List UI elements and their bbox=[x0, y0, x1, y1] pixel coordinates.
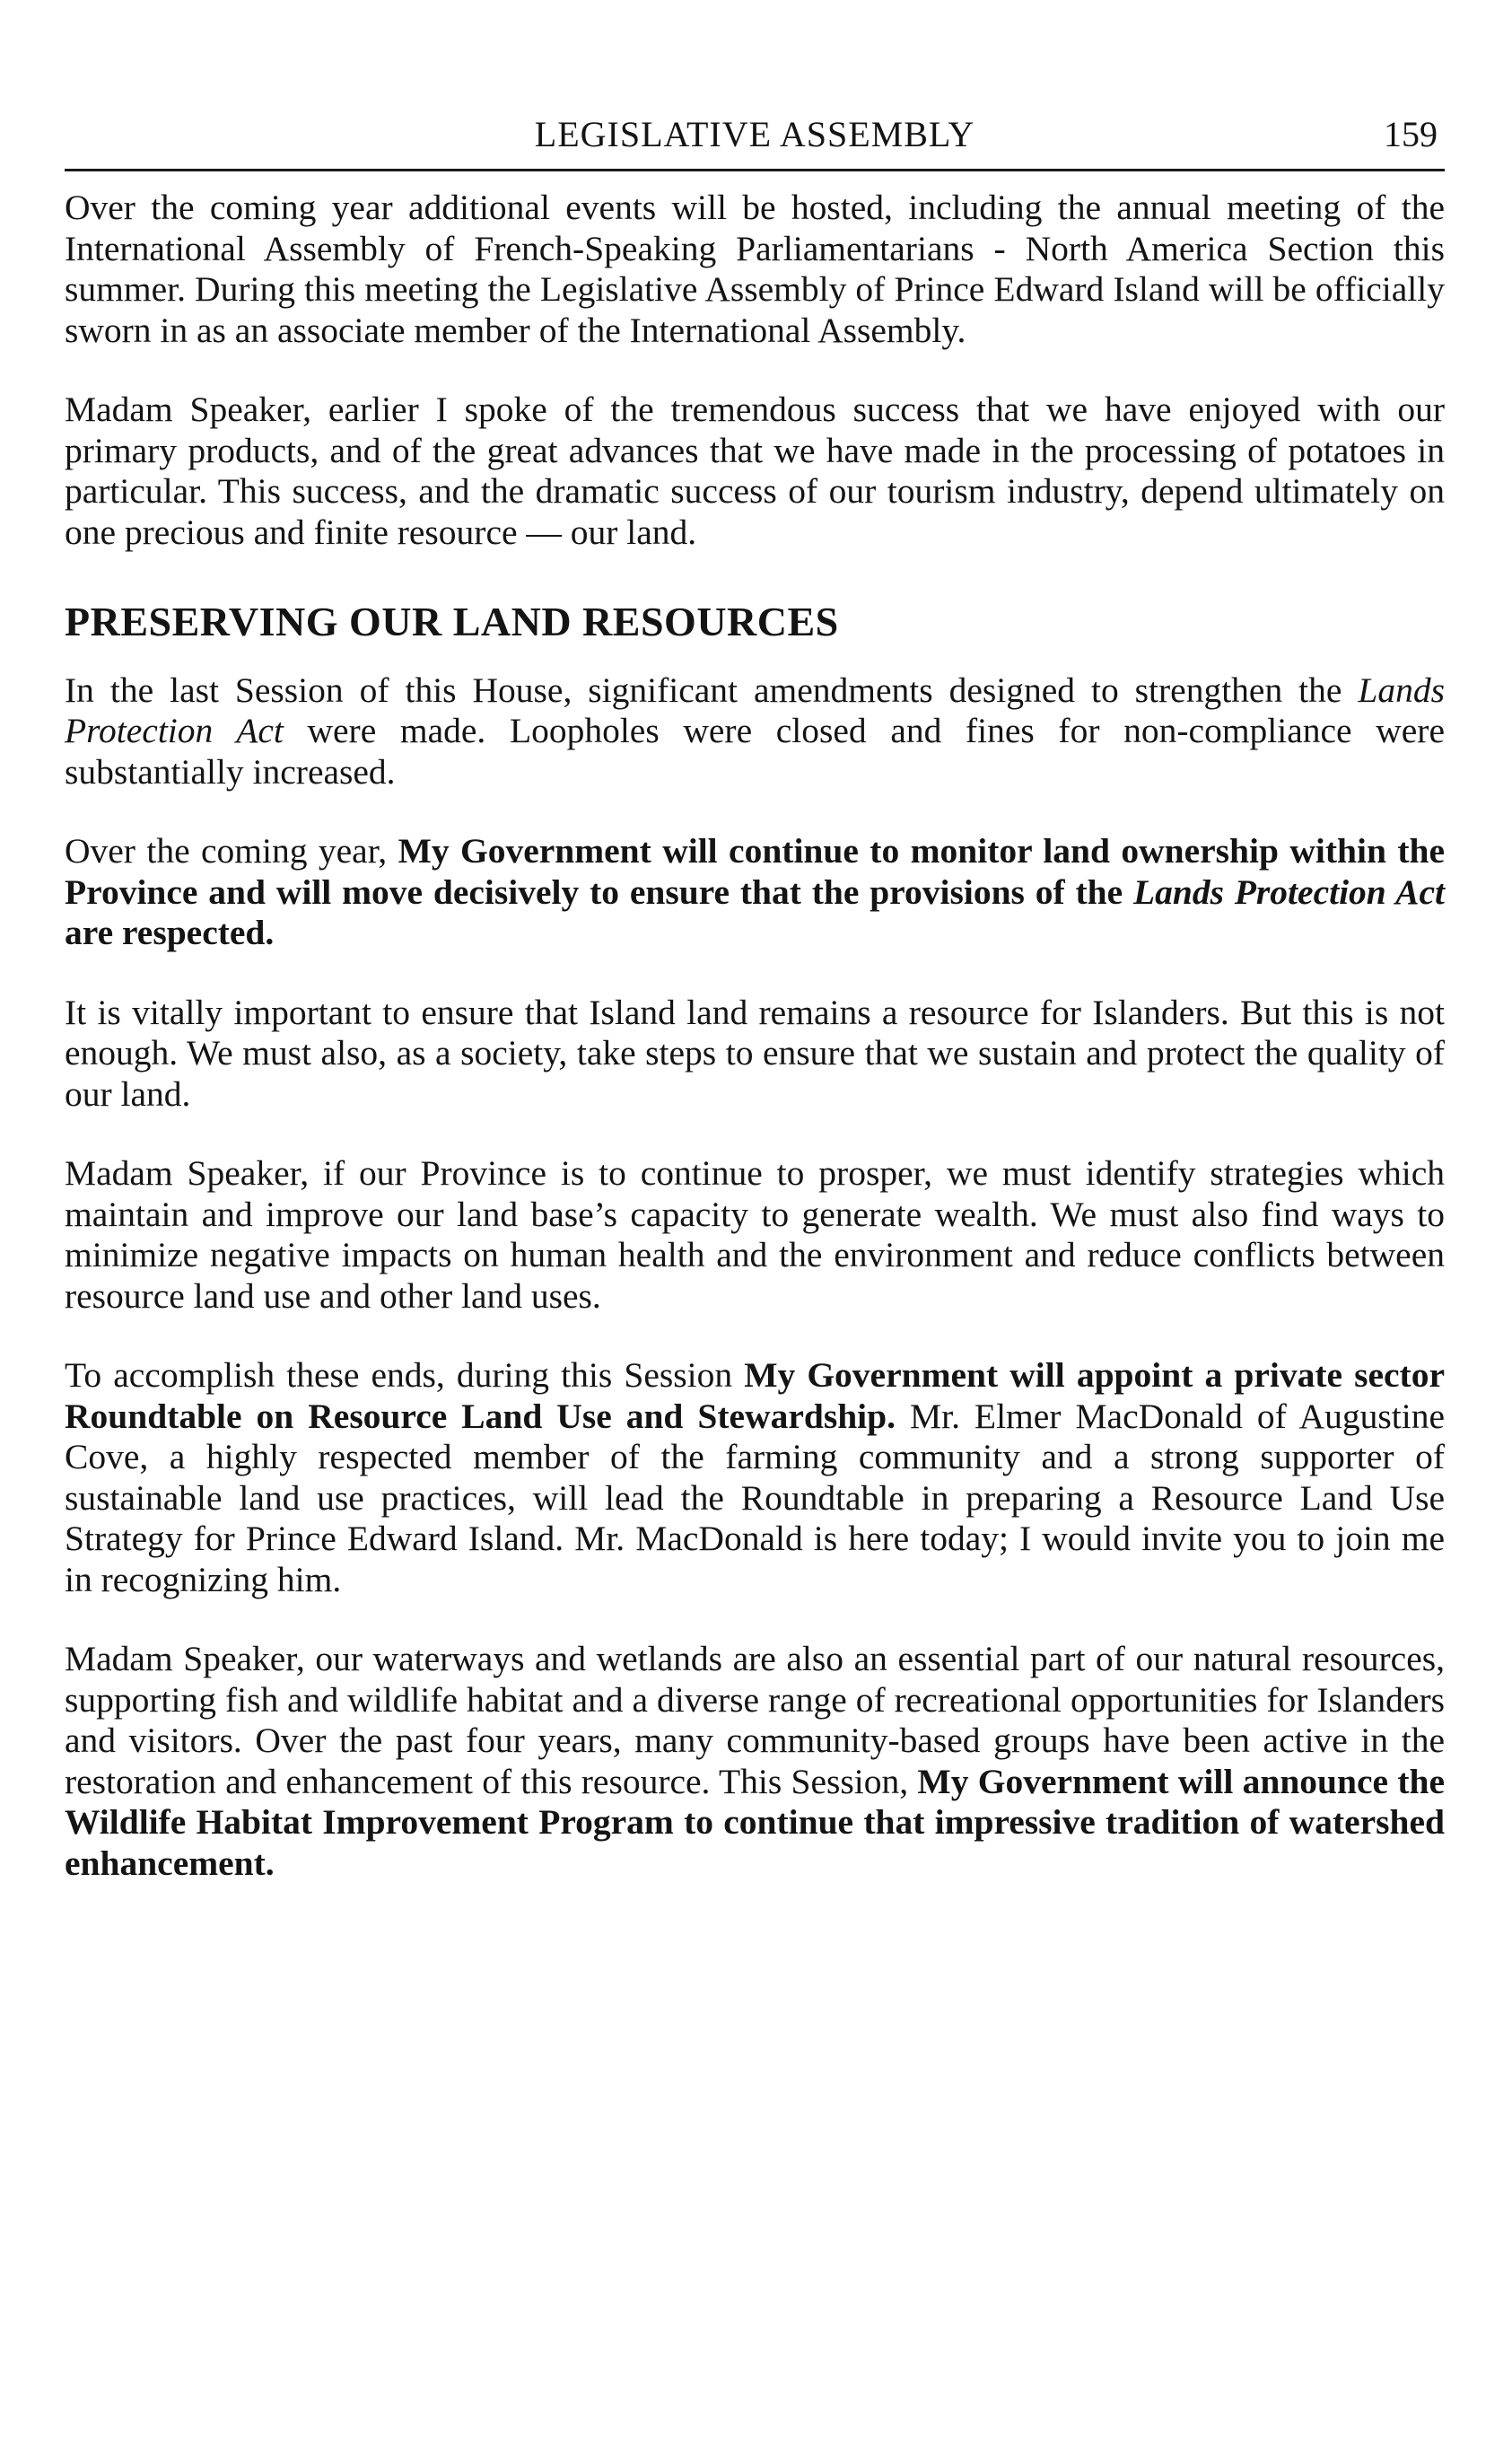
act-title: Lands Protection Act bbox=[1133, 871, 1445, 912]
document-page bbox=[65, 114, 1445, 1922]
paragraph-text: To accomplish these ends, during this Session bbox=[65, 1355, 745, 1396]
page-number: 159 bbox=[1384, 114, 1438, 154]
paragraph-international-assembly bbox=[65, 188, 1445, 351]
paragraph-strategies bbox=[65, 1153, 1445, 1317]
paragraph-text: Over the coming year, bbox=[65, 831, 398, 871]
paragraph-text: were made. Loopholes were closed and fines for non-compliance were substantially increased. bbox=[65, 711, 1445, 792]
running-header bbox=[65, 114, 1445, 171]
commitment-text: My Government will continue to monitor land ownership within the Province and will move decisively to ensure that the provisions of the bbox=[65, 831, 1445, 912]
commitment-text: are respected. bbox=[65, 913, 275, 953]
paragraph-text: Madam Speaker, earlier I spoke of the tremendous success that we have enjoyed with our primary products, and of the great advances that we have made in the processing of potatoes in particular. This success, and the dramatic success of our tourism industry, depend ultimately on one precious and finite resource — our land. bbox=[65, 390, 1445, 552]
paragraph-our-land bbox=[65, 390, 1445, 553]
paragraph-roundtable bbox=[65, 1355, 1445, 1600]
paragraph-text: Madam Speaker, if our Province is to continue to prosper, we must identify strategies which maintain and improve our land base’s capacity to generate wealth. We must also find ways to minimize negative impacts on human health and the environment and reduce conflicts between resource land use and other land uses. bbox=[65, 1153, 1445, 1316]
government-commitment: My Government will appoint a private sector Roundtable on Resource Land Use and Stewardship. bbox=[65, 1355, 1445, 1436]
paragraph-text: Madam Speaker, our waterways and wetlands are also an essential part of our natural resources, supporting fish and wildlife habitat and a diverse range of recreational opportunities for Islanders and visitors. Over the past four years, many community-based groups have been active in the restoration and enhancement of this resource. This Session, bbox=[65, 1639, 1445, 1801]
body-text bbox=[65, 188, 1445, 1884]
paragraph-text: In the last Session of this House, significant amendments designed to strengthen the bbox=[65, 670, 1359, 710]
running-title: LEGISLATIVE ASSEMBLY bbox=[534, 114, 975, 154]
government-commitment: My Government will announce the Wildlife Habitat Improvement Program to continue that impressive tradition of watershed enhancement. bbox=[65, 1761, 1445, 1883]
paragraph-lands-protection-amendments bbox=[65, 670, 1445, 793]
section-heading: PRESERVING OUR LAND RESOURCES bbox=[65, 599, 839, 644]
act-title: Lands Protection Act bbox=[65, 670, 1445, 751]
paragraph-island-land-resource bbox=[65, 993, 1445, 1116]
paragraph-monitor-land-ownership bbox=[65, 831, 1445, 954]
paragraph-text: Mr. Elmer MacDonald of Augustine Cove, a highly respected member of the farming community and a strong supporter of sustainable land use practices, will lead the Roundtable in preparing a Resource Land Use Strategy for Prince Edward Island. Mr. MacDonald is here today; I would invite you to join me in recognizing him. bbox=[65, 1396, 1445, 1599]
paragraph-wildlife-habitat bbox=[65, 1639, 1445, 1884]
paragraph-text: It is vitally important to ensure that Island land remains a resource for Islanders. But this is not enough. We must also, as a society, take steps to ensure that we sustain and protect the quality of our land. bbox=[65, 992, 1445, 1114]
paragraph-text: Over the coming year additional events will be hosted, including the annual meeting of the International Assembly of French-Speaking Parliamentarians - North America Section this summer. During this meeting the Legislative Assembly of Prince Edward Island will be officially sworn in as an associate member of the International Assembly. bbox=[65, 188, 1445, 350]
